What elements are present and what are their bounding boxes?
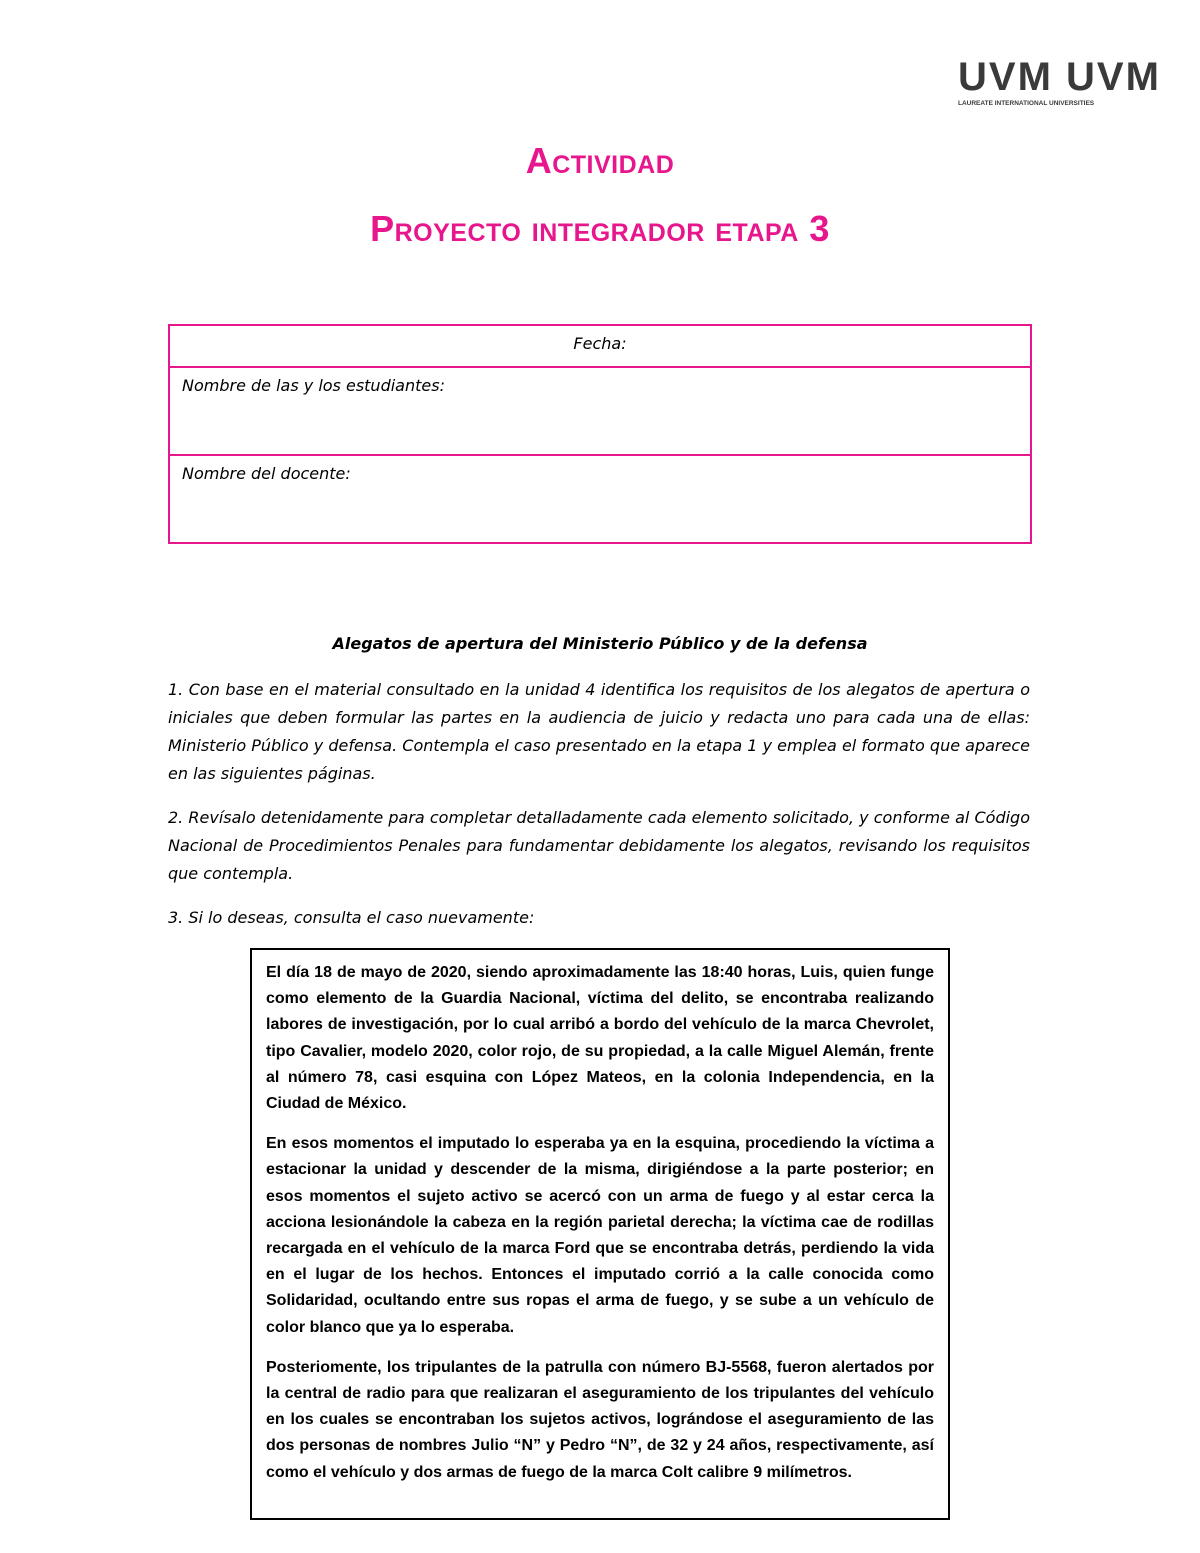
logo-wordmark: UVM UVM <box>958 55 1161 99</box>
docente-label: Nombre del docente: <box>182 464 351 483</box>
estudiantes-label: Nombre de las y los estudiantes: <box>182 376 445 395</box>
instruction-3: 3. Si lo deseas, consulta el caso nuevamente: <box>168 908 535 927</box>
case-paragraph-3: Posteriomente, los tripulantes de la patrulla con número BJ-5568, fueron alertados por la central de radio para que realizaran el aseguramiento de los tripulantes del vehículo en los cuales se encontraban los sujetos activos, lográndose el aseguramiento de las dos personas de nombres Julio “N” y Pedro “N”, de 32 y 24 años, respectivamente, así como el vehículo y dos armas de fuego de la marca Colt calibre 9 milímetros. <box>266 1358 934 1481</box>
page-subtitle: Proyecto integrador etapa 3 <box>370 208 830 249</box>
page-title: Actividad <box>525 140 675 181</box>
logo-tagline: LAUREATE INTERNATIONAL UNIVERSITIES <box>958 100 1095 107</box>
uvm-logo-graphic <box>958 54 1190 108</box>
fecha-field[interactable] <box>170 326 1030 368</box>
docente-field[interactable] <box>170 456 1030 542</box>
section-title: Alegatos de apertura del Ministerio Público y de la defensa <box>332 634 868 653</box>
case-paragraph-2: En esos momentos el imputado lo esperaba ya en la esquina, procediendo la víctima a estacionar la unidad y descender de la misma, dirigiéndose a la parte posterior; en esos momentos el sujeto activo se acercó con un arma de fuego y al estar cerca la acciona lesionándole la cabeza en la región parietal derecha; la víctima cae de rodillas recargada en el vehículo de la marca Ford que se encontraba detrás, perdiendo la vida en el lugar de los hechos. Entonces el imputado corrió a la calle conocida como Solidaridad, ocultando entre sus ropas el arma de fuego, y se sube a un vehículo de color blanco que ya lo esperaba. <box>266 1135 934 1336</box>
uvm-logo <box>958 54 1190 108</box>
case-box <box>250 948 950 1520</box>
fecha-label: Fecha: <box>573 334 627 353</box>
student-info-table <box>168 324 1032 544</box>
instruction-2: 2. Revísalo detenidamente para completar detalladamente cada elemento solicitado, y conforme al Código Nacional de Procedimientos Penales para fundamentar debidamente los alegatos, revisando los requisitos que contempla. <box>168 808 1030 883</box>
case-paragraph-1: El día 18 de mayo de 2020, siendo aproximadamente las 18:40 horas, Luis, quien funge como elemento de la Guardia Nacional, víctima del delito, se encontraba realizando labores de investigación, por lo cual arribó a bordo del vehículo de la marca Chevrolet, tipo Cavalier, modelo 2020, color rojo, de su propiedad, a la calle Miguel Alemán, frente al número 78, casi esquina con López Mateos, en la colonia Independencia, en la Ciudad de México. <box>266 964 934 1113</box>
estudiantes-field[interactable] <box>170 368 1030 456</box>
instruction-1: 1. Con base en el material consultado en la unidad 4 identifica los requisitos de los alegatos de apertura o iniciales que deben formular las partes en la audiencia de juicio y redacta uno para cada una de ellas: Ministerio Público y defensa. Contempla el caso presentado en la etapa 1 y emplea el formato que aparece en las siguientes páginas. <box>168 680 1030 783</box>
